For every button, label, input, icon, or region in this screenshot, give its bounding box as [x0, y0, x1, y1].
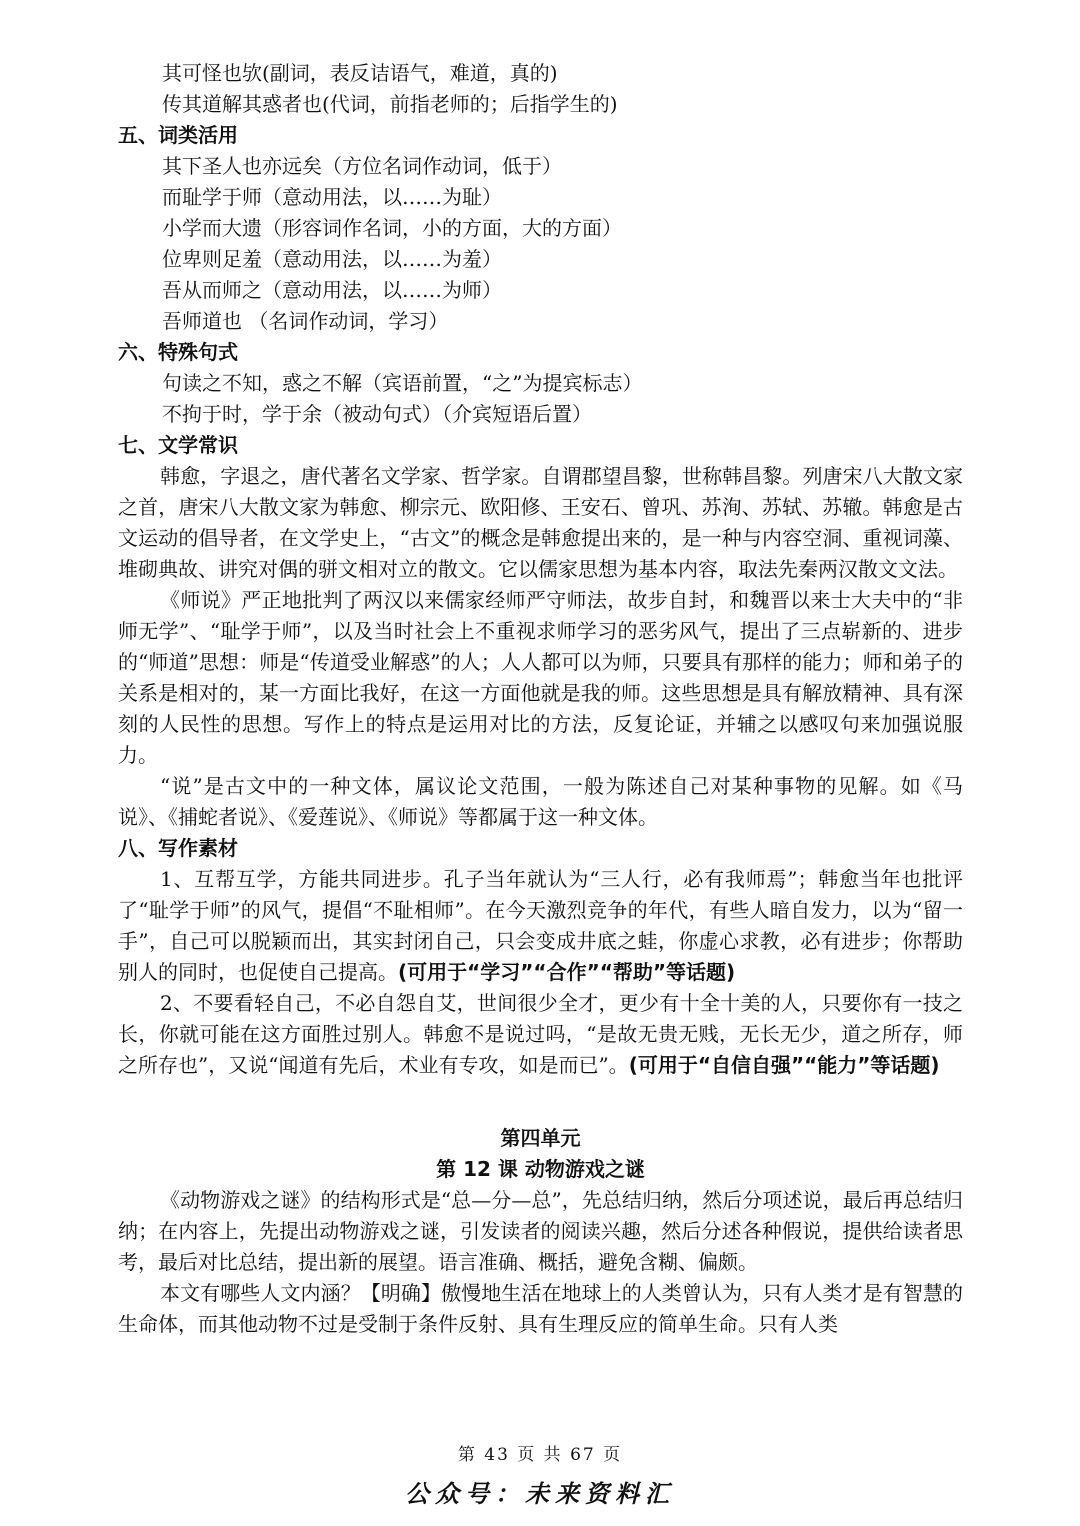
paragraph: “说”是古文中的一种文体，属议论文范围，一般为陈述自己对某种事物的见解。如《马说》、《捕蛇者说》、《爱莲说》、《师说》等都属于这一种文体。	[118, 774, 963, 829]
text-line: 吾师道也 （名词作动词，学习）	[162, 309, 449, 333]
paragraph-text: 2、不要看轻自己，不必自怨自艾，世间很少全才，更少有十全十美的人，只要你有一技之长，你就可能在这方面胜过别人。韩愈不是说过吗，“是故无贵无贱，无长无少，道之所存，师之所存也”，又说“闻道有先后，术业有专攻，如是而已”。	[118, 991, 963, 1077]
paragraph	[118, 988, 963, 1081]
text-line: 而耻学于师（意动用法，以……为耻）	[162, 185, 502, 209]
paragraph: 韩愈，字退之，唐代著名文学家、哲学家。自谓郡望昌黎，世称韩昌黎。列唐宋八大散文家之首，唐宋八大散文家为韩愈、柳宗元、欧阳修、王安石、曾巩、苏洵、苏轼、苏辙。韩愈是古文运动的倡导者，在文学史上，“古文”的概念是韩愈提出来的，是一种与内容空洞、重视词藻、堆砌典故、讲究对偶的骈文相对立的散文。它以儒家思想为基本内容，取法先秦两汉散文文法。	[118, 464, 963, 581]
unit-title: 第四单元	[500, 1126, 581, 1150]
text-line: 位卑则足羞（意动用法，以……为羞）	[162, 247, 502, 271]
section-heading-5: 五、词类活用	[118, 123, 238, 147]
paragraph-text: 1、互帮互学，方能共同进步。孔子当年就认为“三人行，必有我师焉”；韩愈当年也批评了“耻学于师”的风气，提倡“不耻相师”。在今天激烈竞争的年代，有些人暗自发力，以为“留一手”，自己可以脱颖而出，其实封闭自己，只会变成井底之蛙，你虚心求教，必有进步；你帮助别人的同时，也促使自己提高。	[118, 867, 963, 984]
section-heading-8: 八、写作素材	[118, 836, 238, 860]
paragraph: 《动物游戏之谜》的结构形式是“总—分—总”，先总结归纳，然后分项述说，最后再总结归纳；在内容上，先提出动物游戏之谜，引发读者的阅读兴趣，然后分述各种假说，提供给读者思考，最后对比总结，提出新的展望。语言准确、概括，避免含糊、偏颇。	[118, 1188, 963, 1274]
document-body	[118, 58, 963, 1340]
text-line: 吾从而师之（意动用法，以……为师）	[162, 278, 502, 302]
section-heading-7: 七、文学常识	[118, 433, 238, 457]
watermark: 公众号：未来资料汇	[405, 1479, 675, 1508]
paragraph	[118, 864, 963, 988]
text-line: 不拘于时，学于余（被动句式）（介宾短语后置）	[162, 402, 592, 426]
lesson-title: 第 12 课 动物游戏之谜	[436, 1157, 645, 1181]
text-line: 句读之不知，惑之不解（宾语前置，“之”为提宾标志）	[162, 371, 643, 395]
section-heading-6: 六、特殊句式	[118, 340, 238, 364]
text-line: 其可怪也欤(副词，表反诘语气，难道，真的)	[162, 61, 558, 85]
text-line: 其下圣人也亦远矣（方位名词作动词，低于）	[162, 154, 562, 178]
paragraph: 本文有哪些人文内涵？【明确】傲慢地生活在地球上的人类曾认为，只有人类才是有智慧的生命体，而其他动物不过是受制于条件反射、具有生理反应的简单生命。只有人类	[118, 1281, 963, 1336]
page-number: 第 43 页 共 67 页	[457, 1445, 623, 1465]
text-line: 小学而大遗（形容词作名词，小的方面，大的方面）	[162, 216, 622, 240]
paragraph: 《师说》严正地批判了两汉以来儒家经师严守师法，故步自封，和魏晋以来士大夫中的“非师无学”、“耻学于师”，以及当时社会上不重视求师学习的恶劣风气，提出了三点崭新的、进步的“师道”思想：师是“传道受业解惑”的人；人人都可以为师，只要具有那样的能力；师和弟子的关系是相对的，某一方面比我好，在这一方面他就是我的师。这些思想是具有解放精神、具有深刻的人民性的思想。写作上的特点是运用对比的方法，反复论证，并辅之以感叹句来加强说服力。	[118, 588, 963, 767]
text-line: 传其道解其惑者也(代词，前指老师的；后指学生的)	[162, 92, 618, 116]
topic-note: (可用于“学习”“合作”“帮助”等话题)	[398, 960, 736, 984]
topic-note: (可用于“自信自强”“能力”等话题)	[628, 1053, 940, 1077]
